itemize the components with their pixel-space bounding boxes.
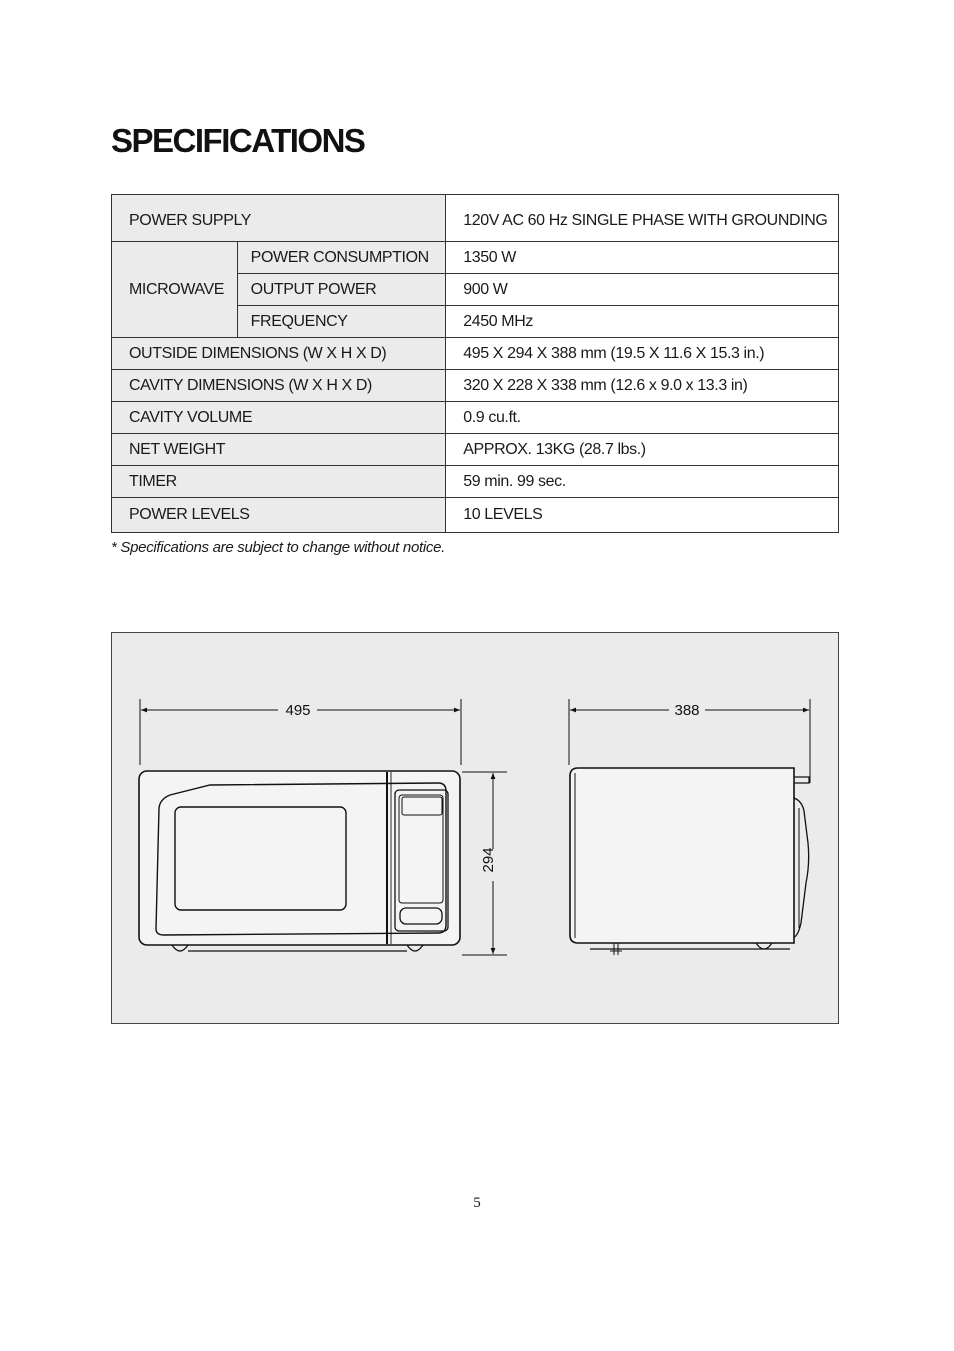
cavity-volume-label: CAVITY VOLUME [112,402,446,434]
table-row [112,370,839,402]
table-row [112,498,839,533]
power-supply-value: 120V AC 60 Hz SINGLE PHASE WITH GROUNDING [446,195,839,242]
side-view-microwave [569,699,810,955]
table-row [112,338,839,370]
page-title: SPECIFICATIONS [111,122,365,159]
cavity-dimensions-label: CAVITY DIMENSIONS (W X H X D) [112,370,446,402]
outside-dimensions-value: 495 X 294 X 388 mm (19.5 X 11.6 X 15.3 in.) [446,338,839,370]
power-consumption-label: POWER CONSUMPTION [237,242,446,274]
table-row [112,402,839,434]
table-row [112,466,839,498]
depth-dimension-label: 388 [674,702,700,719]
power-consumption-value: 1350 W [446,242,839,274]
specifications-table [111,194,839,533]
microwave-label: MICROWAVE [112,242,238,338]
net-weight-label: NET WEIGHT [112,434,446,466]
power-supply-label: POWER SUPPLY [112,195,446,242]
dimensions-diagram [111,632,839,1024]
net-weight-value: APPROX. 13KG (28.7 lbs.) [446,434,839,466]
cavity-volume-value: 0.9 cu.ft. [446,402,839,434]
table-row [112,242,839,274]
table-row [112,195,839,242]
power-levels-value: 10 LEVELS [446,498,839,533]
output-power-value: 900 W [446,274,839,306]
specifications-note: * Specifications are subject to change without notice. [111,539,446,556]
dimensions-drawing [112,633,838,1023]
frequency-label: FREQUENCY [237,306,446,338]
timer-label: TIMER [112,466,446,498]
outside-dimensions-label: OUTSIDE DIMENSIONS (W X H X D) [112,338,446,370]
power-levels-label: POWER LEVELS [112,498,446,533]
table-row [112,434,839,466]
frequency-value: 2450 MHz [446,306,839,338]
page-number: 5 [473,1195,481,1211]
cavity-dimensions-value: 320 X 228 X 338 mm (12.6 x 9.0 x 13.3 in) [446,370,839,402]
width-dimension-label: 495 [285,702,311,719]
timer-value: 59 min. 99 sec. [446,466,839,498]
height-dimension-label: 294 [480,847,497,873]
front-view-microwave [139,699,507,955]
output-power-label: OUTPUT POWER [237,274,446,306]
